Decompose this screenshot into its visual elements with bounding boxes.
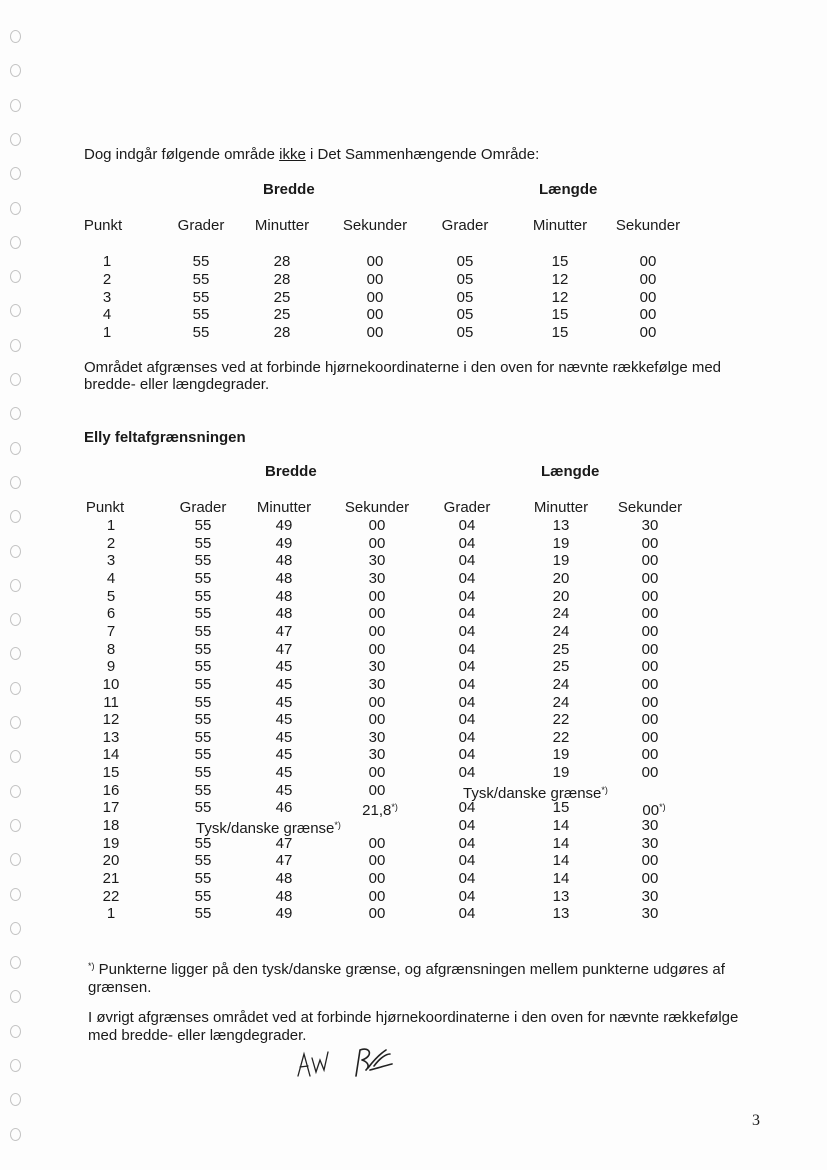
cell-l-minutter: 22 — [552, 711, 570, 729]
cell-l-sekunder: 00 — [639, 253, 657, 270]
cell-minutter: 28 — [273, 324, 291, 342]
cell-l-minutter: 19 — [552, 764, 570, 782]
binder-hole — [10, 202, 21, 215]
cell-grader: 55 — [194, 764, 212, 782]
table2-header-minutter: Minutter — [256, 499, 312, 516]
table-row — [0, 306, 827, 323]
cell-sekunder: 00 — [368, 534, 386, 552]
table-row — [0, 799, 827, 820]
cell-grader: 55 — [192, 306, 210, 324]
cell-sekunder: 00 — [366, 288, 384, 306]
cell-l-sekunder: 30 — [641, 834, 659, 852]
cell-sekunder: 00 — [368, 905, 386, 923]
cell-l-grader: 04 — [458, 887, 476, 905]
cell-l-grader: 04 — [458, 517, 476, 534]
cell-sekunder: 00 — [366, 306, 384, 324]
table-row — [0, 570, 827, 587]
table-row — [0, 517, 827, 534]
cell-l-grader: 04 — [458, 622, 476, 640]
cell-minutter: 45 — [275, 746, 293, 764]
intro-after: i Det Sammenhængende Område: — [305, 146, 540, 163]
binder-hole — [10, 990, 21, 1003]
binder-hole — [10, 956, 21, 969]
cell-punkt: 8 — [106, 640, 116, 658]
cell-l-minutter: 15 — [551, 324, 569, 342]
cell-grader: 55 — [194, 693, 212, 711]
table2-header-l-sekunder: Sekunder — [617, 499, 683, 516]
cell-l-grader: 04 — [458, 640, 476, 658]
cell-l-grader: 04 — [458, 834, 476, 852]
cell-punkt: 14 — [102, 746, 120, 764]
table1-header-sekunder: Sekunder — [342, 217, 408, 234]
cell-l-grader: 05 — [456, 306, 474, 324]
cell-minutter: 49 — [275, 517, 293, 534]
cell-l-sekunder: 00 — [641, 764, 659, 782]
binder-hole — [10, 476, 21, 489]
cell-minutter: 45 — [275, 693, 293, 711]
table-row — [0, 605, 827, 622]
table-row — [0, 588, 827, 605]
cell-sekunder: 00 — [368, 711, 386, 729]
table2-header-grader: Grader — [179, 499, 227, 516]
table-row — [0, 781, 827, 802]
cell-punkt: 11 — [103, 693, 119, 711]
cell-l-grader: 04 — [458, 764, 476, 782]
cell-l-sekunder: 00 — [639, 324, 657, 342]
table2-header-sekunder: Sekunder — [344, 499, 410, 516]
cell-minutter: 48 — [275, 870, 293, 887]
cell-l-grader: 04 — [458, 905, 476, 923]
cell-sekunder: 21,8 — [362, 802, 392, 820]
table-row — [0, 552, 827, 569]
cell-punkt: 13 — [102, 728, 120, 746]
footnote-mark: *) — [334, 820, 341, 831]
cell-punkt: 6 — [106, 605, 116, 623]
cell-l-minutter: 19 — [552, 746, 570, 764]
cell-l-sekunder: 00 — [641, 711, 659, 729]
cell-minutter: 48 — [275, 552, 293, 570]
cell-l-minutter: 22 — [552, 728, 570, 746]
cell-grader: 55 — [192, 270, 210, 288]
cell-l-grader: 05 — [456, 324, 474, 342]
cell-l-grader: 04 — [458, 799, 476, 817]
cell-l-sekunder: 00 — [641, 605, 659, 623]
table2-header-punkt: Punkt — [85, 499, 125, 516]
cell-punkt: 17 — [102, 799, 120, 817]
cell-grader: 55 — [192, 324, 210, 342]
cell-grader: 55 — [194, 622, 212, 640]
cell-punkt: 22 — [102, 887, 120, 905]
cell-minutter: 47 — [275, 640, 293, 658]
cell-minutter: 48 — [275, 605, 293, 623]
table-row — [0, 852, 827, 869]
table-row — [0, 870, 827, 887]
footnote-text: Punkterne ligger på den tysk/danske grænse, og afgrænsningen mellem punkterne udgøres af grænsen. — [88, 961, 725, 996]
cell-punkt: 1 — [102, 324, 112, 342]
cell-sekunder: 30 — [368, 746, 386, 764]
table1-header-l-grader: Grader — [441, 217, 489, 234]
cell-punkt: 20 — [102, 852, 120, 870]
intro-before: Dog indgår følgende område — [84, 146, 280, 163]
cell-minutter: 46 — [275, 799, 293, 817]
cell-sekunder: 00 — [368, 781, 386, 799]
cell-grader: 55 — [194, 781, 212, 799]
cell-sekunder: 30 — [368, 569, 386, 587]
binder-hole — [10, 99, 21, 112]
cell-minutter: 49 — [275, 534, 293, 552]
cell-l-minutter: 20 — [552, 569, 570, 587]
cell-punkt: 18 — [102, 817, 120, 835]
cell-l-sekunder: 00 — [641, 658, 659, 676]
cell-sekunder: 00 — [368, 622, 386, 640]
binder-hole — [10, 442, 21, 455]
cell-punkt: 4 — [102, 306, 112, 324]
cell-grader: 55 — [194, 517, 212, 534]
section-title-elly: Elly feltafgrænsningen — [84, 429, 246, 446]
cell-grader: 55 — [194, 534, 212, 552]
intro-line — [84, 146, 539, 163]
footnote-mark: *) — [601, 784, 608, 795]
cell-punkt: 5 — [106, 587, 116, 605]
cell-l-sekunder: 00 — [641, 622, 659, 640]
cell-punkt: 10 — [102, 675, 120, 693]
cell-l-minutter: 15 — [552, 799, 570, 817]
cell-l-minutter: 24 — [552, 605, 570, 623]
cell-grader: 55 — [194, 905, 212, 923]
cell-minutter: 45 — [275, 781, 293, 799]
table-row — [0, 658, 827, 675]
cell-punkt: 3 — [106, 552, 116, 570]
cell-grader: 55 — [194, 605, 212, 623]
cell-minutter: 47 — [275, 622, 293, 640]
cell-grader: 55 — [194, 711, 212, 729]
cell-punkt: 1 — [106, 905, 116, 923]
cell-grader: 55 — [192, 288, 210, 306]
cell-l-grader: 04 — [458, 534, 476, 552]
cell-grader: 55 — [194, 587, 212, 605]
cell-sekunder: 00 — [366, 270, 384, 288]
cell-l-grader: 05 — [456, 288, 474, 306]
cell-l-sekunder: 30 — [641, 887, 659, 905]
cell-minutter: 48 — [275, 887, 293, 905]
cell-l-grader: 04 — [458, 870, 476, 887]
table-row — [0, 711, 827, 728]
cell-sekunder: 00 — [368, 834, 386, 852]
cell-punkt: 1 — [102, 253, 112, 270]
cell-l-minutter: 14 — [552, 852, 570, 870]
table-row — [0, 535, 827, 552]
cell-l-sekunder: 00 — [641, 569, 659, 587]
table-row — [0, 694, 827, 711]
footnote-mark: *) — [88, 961, 95, 971]
cell-minutter: 25 — [273, 288, 291, 306]
cell-l-grader: 04 — [458, 746, 476, 764]
paragraph-1: Området afgrænses ved at forbinde hjørnekoordinaterne i den oven for nævnte rækkefølge med bredde- eller længdegrader. — [84, 359, 722, 393]
cell-l-minutter: 14 — [552, 817, 570, 835]
cell-l-sekunder: 00 — [641, 587, 659, 605]
table-row — [0, 641, 827, 658]
table-row — [0, 253, 827, 270]
cell-l-sekunder: 00 — [641, 852, 659, 870]
cell-l-grader: 04 — [458, 817, 476, 835]
cell-minutter: 45 — [275, 658, 293, 676]
table-row — [0, 324, 827, 341]
binder-hole — [10, 236, 21, 249]
cell-minutter: 45 — [275, 711, 293, 729]
cell-sekunder: 30 — [368, 552, 386, 570]
cell-minutter: 49 — [275, 905, 293, 923]
cell-punkt: 4 — [106, 569, 116, 587]
cell-minutter: 48 — [275, 587, 293, 605]
cell-grader: 55 — [194, 887, 212, 905]
table2-group-bredde: Bredde — [265, 463, 317, 480]
table2-header-l-minutter: Minutter — [533, 499, 589, 516]
table1-header-grader: Grader — [177, 217, 225, 234]
cell-l-grader: 04 — [458, 728, 476, 746]
cell-l-minutter: 25 — [552, 640, 570, 658]
binder-hole — [10, 373, 21, 386]
binder-hole — [10, 1128, 21, 1141]
cell-grader: 55 — [194, 675, 212, 693]
footnote — [88, 957, 758, 997]
table2-group-laengde: Længde — [541, 463, 600, 480]
cell-grader: 55 — [194, 799, 212, 817]
table-row — [0, 289, 827, 306]
cell-l-sekunder: 00 — [641, 640, 659, 658]
cell-l-minutter: 24 — [552, 675, 570, 693]
binder-hole — [10, 1059, 21, 1072]
cell-l-grader: 04 — [458, 587, 476, 605]
table1-header-row — [0, 217, 827, 234]
signature-initials — [290, 1040, 400, 1086]
cell-grader: 55 — [194, 746, 212, 764]
cell-l-sekunder: 00 — [641, 870, 659, 887]
cell-punkt: 3 — [102, 288, 112, 306]
cell-minutter: 45 — [275, 728, 293, 746]
cell-minutter: 25 — [273, 306, 291, 324]
cell-l-minutter: 12 — [551, 288, 569, 306]
cell-l-grader: 04 — [458, 569, 476, 587]
cell-l-minutter: 14 — [552, 870, 570, 887]
cell-l-minutter: 12 — [551, 270, 569, 288]
page-number: 3 — [752, 1112, 760, 1129]
footnote-mark: *) — [391, 802, 398, 813]
table1-header-minutter: Minutter — [254, 217, 310, 234]
cell-l-sekunder: 00 — [641, 675, 659, 693]
cell-bredde-border-text: Tysk/danske grænse — [196, 820, 335, 838]
cell-sekunder: 00 — [368, 587, 386, 605]
cell-l-sekunder: 00 — [639, 288, 657, 306]
cell-l-minutter: 13 — [552, 517, 570, 534]
signature-image — [290, 1040, 400, 1082]
cell-l-sekunder: 00 — [641, 728, 659, 746]
table-row — [0, 271, 827, 288]
cell-grader: 55 — [192, 253, 210, 270]
table1-header-l-sekunder: Sekunder — [615, 217, 681, 234]
cell-sekunder: 00 — [366, 253, 384, 270]
cell-l-grader: 04 — [458, 605, 476, 623]
cell-l-sekunder: 30 — [641, 517, 659, 534]
binder-hole — [10, 407, 21, 420]
binder-hole — [10, 922, 21, 935]
cell-sekunder: 00 — [368, 605, 386, 623]
table-row — [0, 746, 827, 763]
table-row — [0, 905, 827, 922]
cell-sekunder: 00 — [368, 870, 386, 887]
cell-punkt: 21 — [102, 870, 120, 887]
cell-l-sekunder: 00 — [641, 552, 659, 570]
footnote-mark: *) — [659, 802, 666, 813]
cell-minutter: 48 — [275, 569, 293, 587]
cell-sekunder: 00 — [368, 764, 386, 782]
cell-minutter: 47 — [275, 834, 293, 852]
cell-punkt: 12 — [102, 711, 120, 729]
cell-laengde-border-text: Tysk/danske grænse — [463, 784, 602, 802]
cell-l-sekunder: 30 — [641, 817, 659, 835]
cell-l-minutter: 24 — [552, 693, 570, 711]
cell-l-grader: 05 — [456, 270, 474, 288]
paragraph-2: I øvrigt afgrænses området ved at forbinde hjørnekoordinaterne i den oven for nævnte rækkefølge med bredde- eller længdegrader. — [88, 1009, 739, 1044]
cell-sekunder: 00 — [368, 693, 386, 711]
cell-minutter: 28 — [273, 270, 291, 288]
cell-l-minutter: 14 — [552, 834, 570, 852]
table1-header-l-minutter: Minutter — [532, 217, 588, 234]
table-row — [0, 623, 827, 640]
cell-l-grader: 04 — [458, 852, 476, 870]
cell-l-minutter: 13 — [552, 905, 570, 923]
cell-l-sekunder: 00 — [641, 693, 659, 711]
cell-sekunder: 00 — [368, 852, 386, 870]
cell-minutter: 45 — [275, 675, 293, 693]
table2-header-l-grader: Grader — [443, 499, 491, 516]
binder-hole — [10, 133, 21, 146]
cell-grader: 55 — [194, 852, 212, 870]
cell-l-grader: 04 — [458, 675, 476, 693]
table-row — [0, 676, 827, 693]
cell-punkt: 2 — [102, 270, 112, 288]
table1-group-laengde: Længde — [539, 181, 598, 198]
cell-l-sekunder: 00 — [641, 746, 659, 764]
cell-punkt: 2 — [106, 534, 116, 552]
table-row — [0, 817, 827, 838]
cell-punkt: 16 — [102, 781, 120, 799]
table-row — [0, 764, 827, 781]
cell-grader: 55 — [194, 569, 212, 587]
cell-l-minutter: 19 — [552, 552, 570, 570]
cell-l-sekunder: 00 — [639, 306, 657, 324]
cell-sekunder: 30 — [368, 658, 386, 676]
cell-grader: 55 — [194, 640, 212, 658]
cell-l-grader: 04 — [458, 693, 476, 711]
binder-hole — [10, 167, 21, 180]
cell-grader: 55 — [194, 658, 212, 676]
cell-l-sekunder: 30 — [641, 905, 659, 923]
table2-header-row — [0, 499, 827, 516]
cell-l-minutter: 13 — [552, 887, 570, 905]
cell-minutter: 47 — [275, 852, 293, 870]
cell-l-sekunder: 00 — [641, 534, 659, 552]
table-row — [0, 888, 827, 905]
cell-grader: 55 — [194, 870, 212, 887]
cell-sekunder: 00 — [368, 887, 386, 905]
binder-hole — [10, 64, 21, 77]
cell-sekunder: 00 — [368, 640, 386, 658]
cell-l-grader: 04 — [458, 658, 476, 676]
cell-l-grader: 04 — [458, 711, 476, 729]
cell-l-minutter: 25 — [552, 658, 570, 676]
cell-sekunder: 00 — [368, 517, 386, 534]
cell-l-minutter: 24 — [552, 622, 570, 640]
cell-l-minutter: 15 — [551, 253, 569, 270]
binder-hole — [10, 30, 21, 43]
cell-l-minutter: 15 — [551, 306, 569, 324]
cell-punkt: 15 — [102, 764, 120, 782]
cell-l-sekunder: 00 — [642, 802, 660, 820]
cell-l-grader: 05 — [456, 253, 474, 270]
cell-grader: 55 — [194, 728, 212, 746]
table1-group-bredde: Bredde — [263, 181, 315, 198]
intro-underlined: ikke — [279, 146, 306, 163]
cell-grader: 55 — [194, 834, 212, 852]
cell-sekunder: 30 — [368, 675, 386, 693]
binder-hole — [10, 1025, 21, 1038]
cell-l-minutter: 19 — [552, 534, 570, 552]
cell-minutter: 45 — [275, 764, 293, 782]
cell-sekunder: 00 — [366, 324, 384, 342]
cell-punkt: 7 — [106, 622, 116, 640]
cell-l-grader: 04 — [458, 552, 476, 570]
table-row — [0, 729, 827, 746]
cell-l-sekunder: 00 — [639, 270, 657, 288]
table-row — [0, 835, 827, 852]
cell-l-minutter: 20 — [552, 587, 570, 605]
cell-minutter: 28 — [273, 253, 291, 270]
cell-punkt: 9 — [106, 658, 116, 676]
cell-sekunder: 30 — [368, 728, 386, 746]
binder-hole — [10, 1093, 21, 1106]
cell-punkt: 1 — [106, 517, 116, 534]
table1-header-punkt: Punkt — [83, 217, 123, 234]
cell-grader: 55 — [194, 552, 212, 570]
cell-punkt: 19 — [102, 834, 120, 852]
